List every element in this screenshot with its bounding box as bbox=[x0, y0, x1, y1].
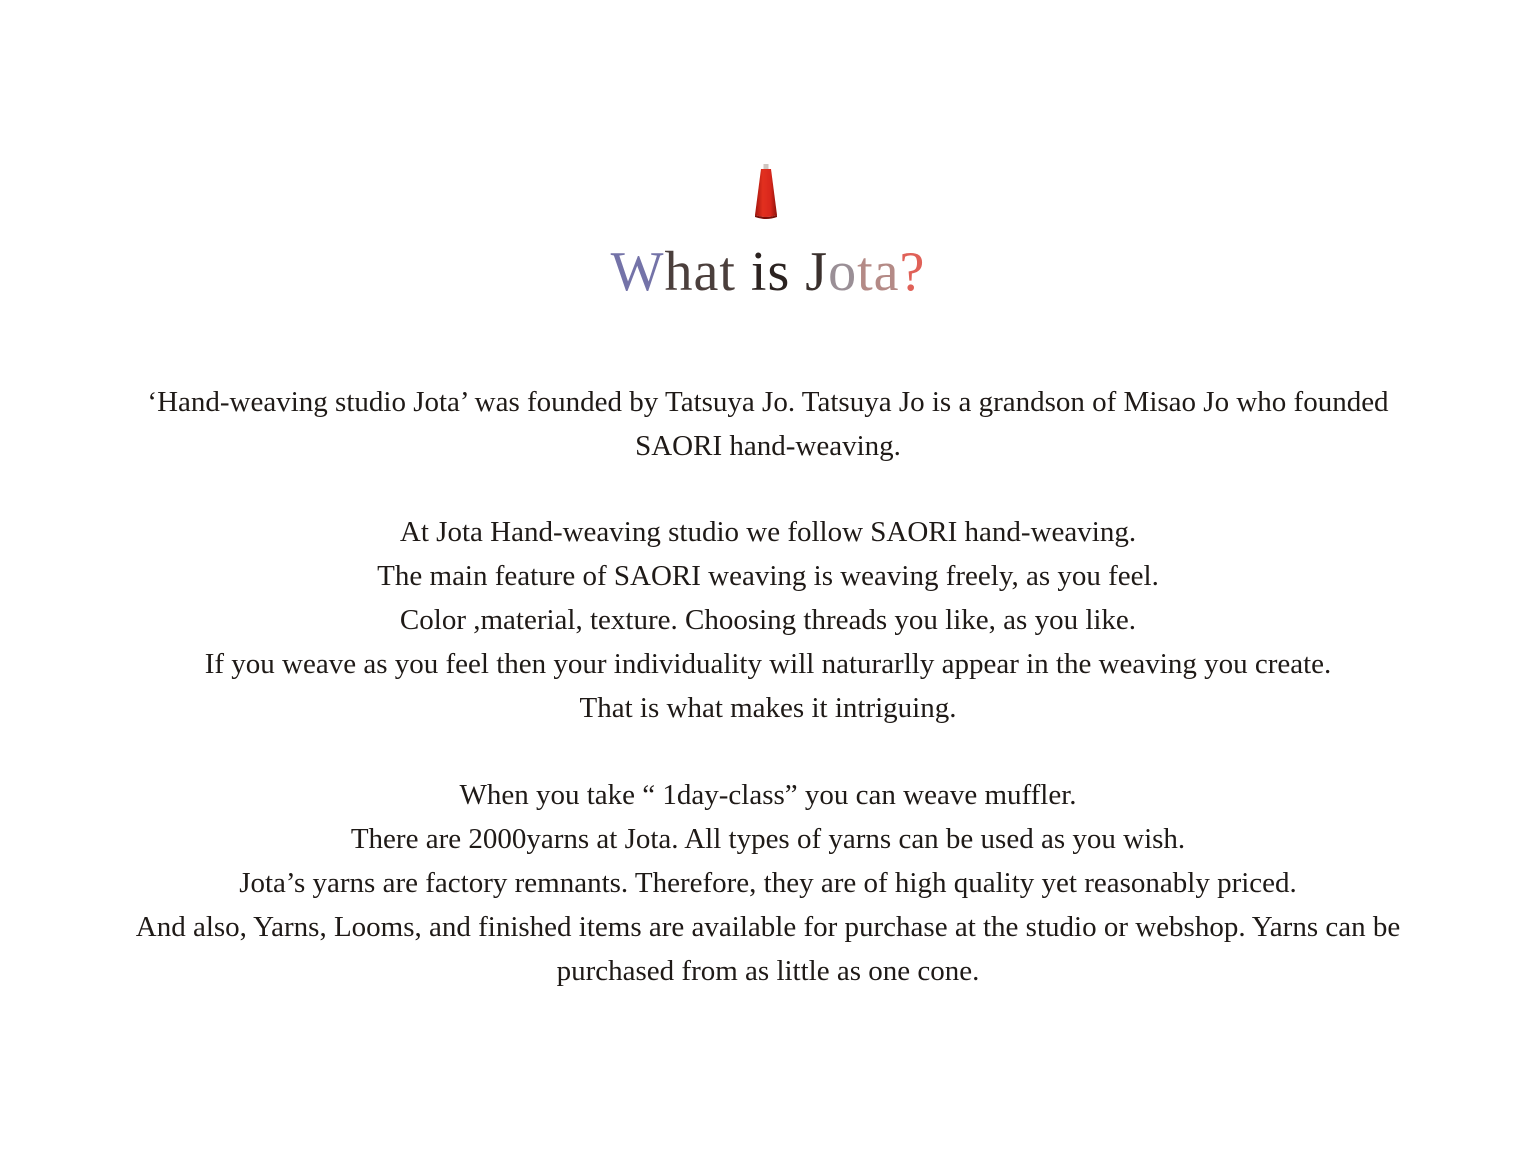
thread-spool-icon bbox=[752, 164, 780, 220]
saori-line: If you weave as you feel then your individuality will naturarlly appear in the weaving you create. bbox=[204, 648, 1332, 680]
intro-paragraph bbox=[120, 380, 1416, 468]
class-line: purchased from as little as one cone. bbox=[556, 955, 980, 987]
saori-line: At Jota Hand-weaving studio we follow SAORI hand-weaving. bbox=[399, 516, 1137, 548]
title-part: J bbox=[805, 241, 829, 303]
intro-line: SAORI hand-weaving. bbox=[635, 430, 901, 462]
saori-paragraph bbox=[120, 510, 1416, 730]
saori-line: Color ,material, texture. Choosing threads you like, as you like. bbox=[399, 604, 1137, 636]
title-part: is bbox=[735, 241, 806, 303]
class-line: There are 2000yarns at Jota. All types of yarns can be used as you wish. bbox=[350, 823, 1186, 855]
title-part: o bbox=[828, 241, 858, 303]
intro-line: ‘Hand-weaving studio Jota’ was founded by Tatsuya Jo. Tatsuya Jo is a grandson of Misao Jo who founded bbox=[147, 386, 1389, 418]
title-part: ta bbox=[857, 241, 900, 303]
title-part: W bbox=[610, 241, 665, 303]
title-part: hat bbox=[664, 241, 736, 303]
saori-line: The main feature of SAORI weaving is weaving freely, as you feel. bbox=[377, 560, 1159, 592]
class-paragraph bbox=[120, 773, 1416, 993]
page-title bbox=[0, 238, 1536, 306]
class-line: And also, Yarns, Looms, and finished items are available for purchase at the studio or webshop. Yarns can be bbox=[135, 911, 1401, 943]
title-part: ? bbox=[899, 241, 926, 303]
class-line: When you take “ 1day-class” you can weave muffler. bbox=[459, 779, 1077, 811]
saori-line: That is what makes it intriguing. bbox=[579, 692, 957, 724]
class-line: Jota’s yarns are factory remnants. Therefore, they are of high quality yet reasonably priced. bbox=[239, 867, 1297, 899]
